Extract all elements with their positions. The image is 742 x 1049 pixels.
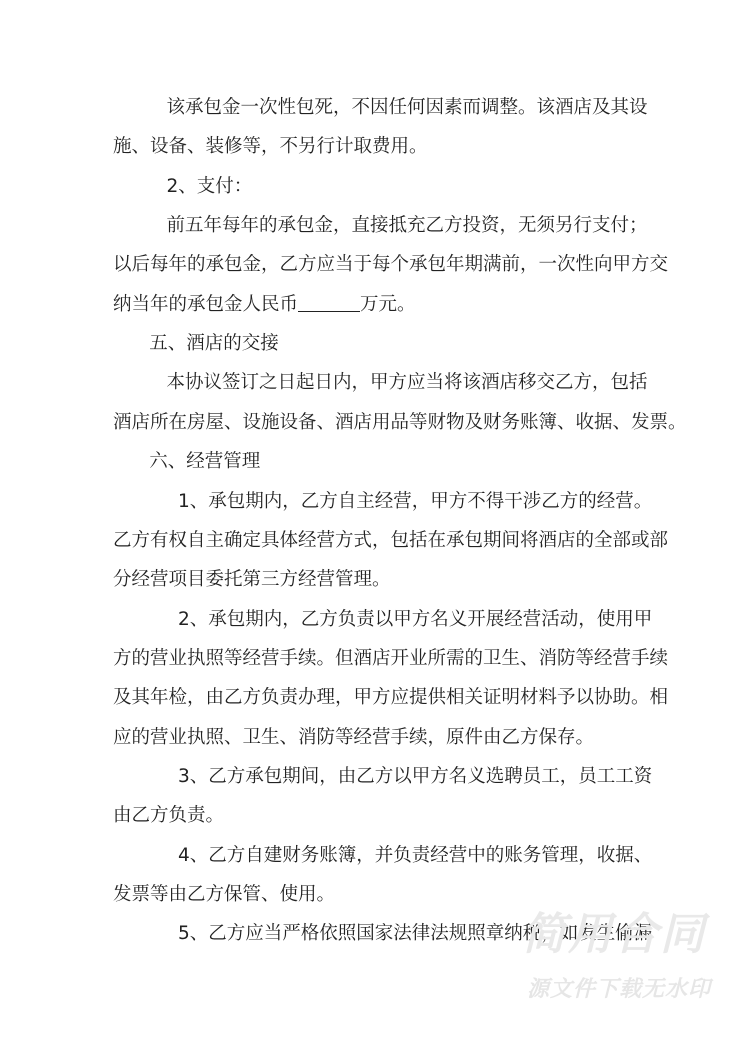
text-line: [166, 214, 648, 238]
text-line: [113, 253, 669, 277]
text-line: [149, 332, 629, 356]
line-text: 六、经营管理: [149, 451, 261, 473]
line-text: 应的营业执照、卫生、消防等经营手续，原件由乙方保存。: [113, 726, 595, 748]
watermark-caption: 源文件下载无水印: [527, 977, 712, 1002]
text-line: [113, 411, 687, 435]
text-line: [113, 647, 669, 671]
text-line: [177, 765, 653, 789]
line-text: 以后每年的承包金，乙方应当于每个承包年期满前，一次性向甲方交: [113, 254, 669, 276]
line-text: 2、承包期内，乙方负责以甲方名义开展经营活动，使用甲: [177, 608, 653, 630]
text-line: [113, 726, 629, 750]
text-line: [113, 686, 669, 710]
line-text: 乙方有权自主确定具体经营方式，包括在承包期间将酒店的全部或部: [113, 529, 669, 551]
text-line: [113, 804, 629, 828]
text-line: [113, 135, 629, 159]
line-text: 施、设备、装修等，不另行计取费用。: [113, 136, 428, 158]
line-text: 本协议签订之日起日内，甲方应当将该酒店移交乙方，包括: [166, 372, 648, 394]
text-line: [177, 844, 653, 868]
line-text: 4、乙方自建财务账簿，并负责经营中的账务管理，收据、: [177, 844, 653, 866]
text-line: [177, 608, 653, 632]
line-text: 5、乙方应当严格依照国家法律法规照章纳税，如发生偷漏: [177, 923, 653, 945]
line-text: 及其年检，由乙方负责办理，甲方应提供相关证明材料予以协助。相: [113, 687, 669, 709]
text-line: [113, 529, 669, 553]
watermark-logo: 简用合同: [522, 909, 706, 960]
text-line: [113, 293, 629, 317]
line-text: 2、支付：: [166, 175, 253, 197]
fill-in-blank: [298, 293, 360, 312]
line-text: 前五年每年的承包金，直接抵充乙方投资，无须另行支付；: [166, 215, 648, 237]
text-line: [166, 371, 648, 395]
line-text: 3、乙方承包期间，由乙方以甲方名义选聘员工，员工工资: [177, 765, 653, 787]
line-text: 由乙方负责。: [113, 805, 225, 827]
text-line: [166, 96, 648, 120]
text-line: [149, 450, 629, 474]
line-text: 酒店所在房屋、设施设备、酒店用品等财物及财务账簿、收据、发票。: [113, 411, 687, 433]
text-line: [113, 568, 629, 592]
line-text-after-blank: 万元。: [360, 293, 416, 315]
text-line: [177, 490, 653, 514]
text-line: [166, 175, 629, 199]
line-text: 纳当年的承包金人民币: [113, 293, 299, 315]
line-text: 分经营项目委托第三方经营管理。: [113, 569, 391, 591]
line-text: 该承包金一次性包死，不因任何因素而调整。该酒店及其设: [166, 97, 648, 118]
line-text: 方的营业执照等经营手续。但酒店开业所需的卫生、消防等经营手续: [113, 647, 669, 669]
line-text: 发票等由乙方保管、使用。: [113, 884, 336, 905]
line-text: 1、承包期内，乙方自主经营，甲方不得干涉乙方的经营。: [177, 490, 653, 512]
line-text: 五、酒店的交接: [149, 333, 279, 355]
